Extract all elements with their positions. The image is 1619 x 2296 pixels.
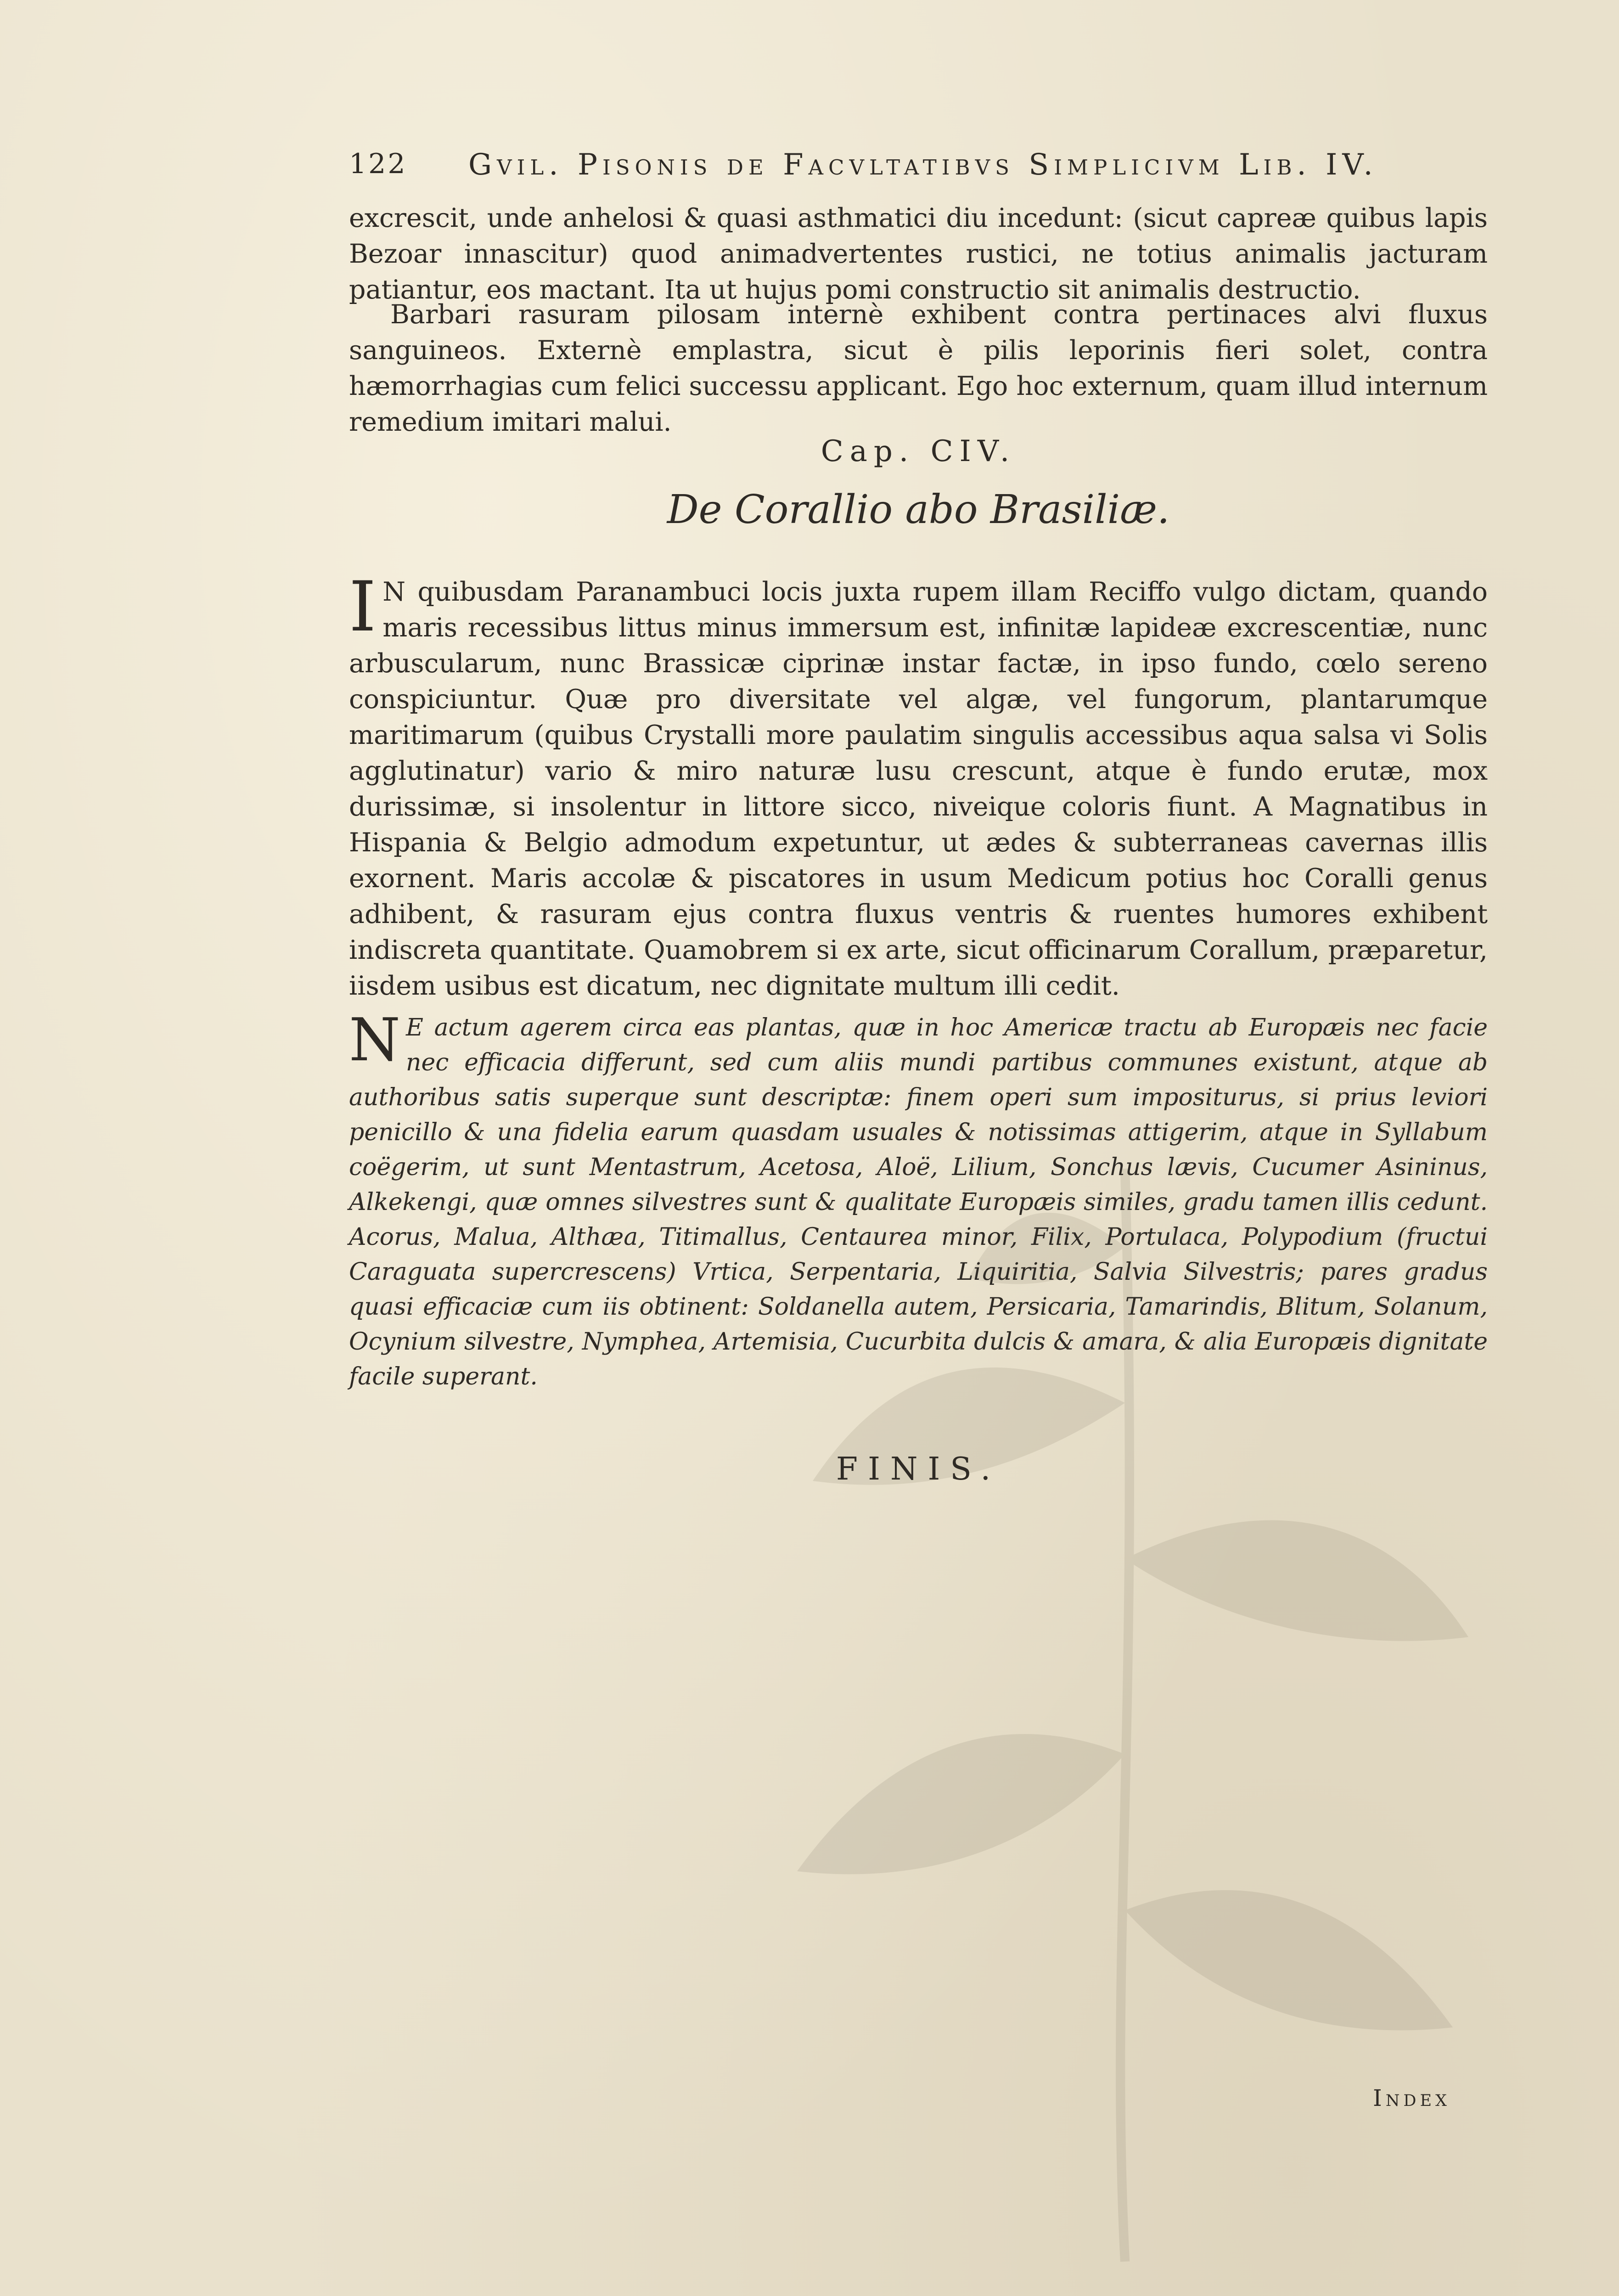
paragraph-coral xyxy=(349,567,1488,1004)
drop-cap: N xyxy=(349,1006,400,1075)
page-number: 122 xyxy=(349,148,407,180)
paragraph-text: excrescit, unde anhelosi & quasi asthmatici diu incedunt: (sicut capreæ quibus lapis Bezoar innascitur) quod animadvertentes rustici, ne totius animalis jacturam patiantur, eos mactant. Ita ut hujus pomi constructio sit animalis destructio. xyxy=(349,203,1488,305)
running-head xyxy=(349,148,1506,203)
paragraph-continuation xyxy=(349,200,1488,308)
closing-note xyxy=(349,1006,1488,1394)
paragraph-text: N quibusdam Paranambuci locis juxta rupem illam Reciffo vulgo dictam, quando maris recessibus littus minus immersum est, infinitæ lapideæ excrescentiæ, nunc arbuscularum, nunc Brassicæ ciprinæ instar factæ, in ipso fundo, cœlo sereno conspiciuntur. Quæ pro diversitate vel algæ, vel fungorum, plantarumque maritimarum (quibus Crystalli more paulatim singulis accessibus aqua salsa vi Solis agglutinatur) vario & miro naturæ lusu crescunt, atque è fundo erutæ, mox durissimæ, si insolentur in littore sicco, niveique coloris fiunt. A Magnatibus in Hispania & Belgio admodum expetuntur, ut ædes & subterraneas cavernas illis exornent. Maris accolæ & piscatores in usum Medicum potius hoc Coralli genus adhibent, & rasuram ejus contra fluxus ventris & ruentes humores exhibent indiscreta quantitate. Quamobrem si ex arte, sicut officinarum Corallum, præparetur, iisdem usibus est dicatum, nec dignitate multum illi cedit. xyxy=(349,577,1488,1001)
finis-mark: FINIS. xyxy=(836,1451,1001,1487)
paragraph-barbari xyxy=(349,297,1488,440)
chapter-number: Cap. CIV. xyxy=(821,434,1016,468)
running-title: Gvil. Pisonis de Facvltatibvs Simplicivm Lib. IV. xyxy=(468,148,1378,182)
catchword: Index xyxy=(1373,2085,1450,2111)
paragraph-text: Barbari rasuram pilosam internè exhibent contra pertinaces alvi fluxus sanguineos. Externè emplastra, sicut è pilis leporinis fieri solet, contra hæmorrhagias cum felici successu applicant. Ego hoc externum, quam illud internum remedium imitari malui. xyxy=(349,299,1488,437)
closing-note-text: E actum agerem circa eas plantas, quæ in hoc Americæ tractu ab Europæis nec facie nec efficacia differunt, sed cum aliis mundi partibus communes existunt, atque ab authoribus satis superque sunt descriptæ: finem operi sum impositurus, si prius leviori penicillo & una fidelia earum quasdam usuales & notissimas attigerim, atque in Syllabum coëgerim, ut sunt Mentastrum, Acetosa, Aloë, Lilium, Sonchus lævis, Cucumer Asininus, Alkekengi, quæ omnes silvestres sunt & qualitate Europæis similes, gradu tamen illis cedunt. Acorus, Malua, Althæa, Titimallus, Centaurea minor, Filix, Portulaca, Polypodium (fructui Caraguata supercrescens) Vrtica, Serpentaria, Liquiritia, Salvia Silvestris; pares gradus quasi efficaciæ cum iis obtinent: Soldanella autem, Persicaria, Tamarindis, Blitum, Solanum, Ocynium silvestre, Nymphea, Artemisia, Cucurbita dulcis & amara, & alia Europæis dignitate facile superant. xyxy=(349,1014,1488,1390)
drop-cap: I xyxy=(349,567,377,647)
chapter-title: De Corallio abo Brasiliæ. xyxy=(667,487,1170,533)
